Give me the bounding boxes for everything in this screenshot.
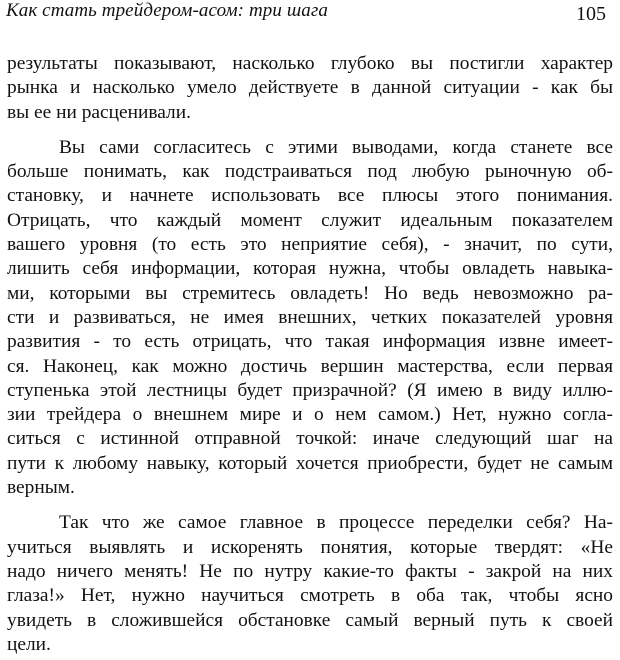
text-line: Вы сами согласитесь с этими выводами, когда станете все [59,136,613,158]
running-header [6,0,606,26]
chapter-title: Как стать трейдером-асом: три шага [6,0,328,21]
text-line: рынка и насколько умело действуете в данной ситуации - как бы [7,77,613,99]
text-line: Так что же самое главное в процессе переделки себя? На- [59,512,613,534]
text-line: верным. [7,477,75,499]
text-line: учиться выявлять и искоренять понятия, которые твердят: «Не [7,536,613,558]
text-line: вашего уровня (то есть это неприятие себя), - значит, по сути, [7,234,613,256]
text-line: ступенька этой лестницы будет призрачной? (Я имею в виду иллю- [7,379,613,401]
paragraph [7,511,613,657]
text-line: развития - то есть отрицать, что такая информация извне имеет- [7,331,613,353]
paragraph [7,136,613,500]
text-line: цели. [7,633,51,655]
text-line: зии трейдера о внешнем мире и о нем самом.) Нет, нужно согла- [7,404,613,426]
text-line: пути к любому навыку, который хочется приобрести, будет не самым [7,452,613,474]
text-line: надо ничего менять! Не по нутру какие-то факты - закрой на них [7,560,613,582]
text-line: становку, и начнете использовать все плюсы этого понимания. [7,185,613,207]
text-line: Отрицать, что каждый момент служит идеальным показателем [7,209,613,231]
text-line: результаты показывают, насколько глубоко вы постигли характер [7,53,613,74]
text-line: больше понимать, как подстраиваться под любую рыночную об- [7,161,613,183]
text-line: сти и развиваться, не имея внешних, четких показателей уровня [7,306,613,328]
text-line: ми, которыми вы стремитесь овладеть! Но ведь невозможно ра- [7,282,613,304]
text-line: вы ее ни расценивали. [7,101,191,123]
text-line: глаза!» Нет, нужно научиться смотреть в оба так, чтобы ясно [7,585,613,607]
text-line: увидеть в сложившейся обстановке самый верный путь к своей [7,609,613,631]
body-text [7,52,613,657]
paragraph [7,52,613,125]
text-line: ся. Наконец, как можно достичь вершин мастерства, если первая [7,355,613,377]
page-number: 105 [576,3,606,25]
text-line: лишить себя информации, которая нужна, чтобы овладеть навыка- [7,258,613,280]
text-line: ситься с истинной отправной точкой: иначе следующий шаг на [7,428,613,450]
